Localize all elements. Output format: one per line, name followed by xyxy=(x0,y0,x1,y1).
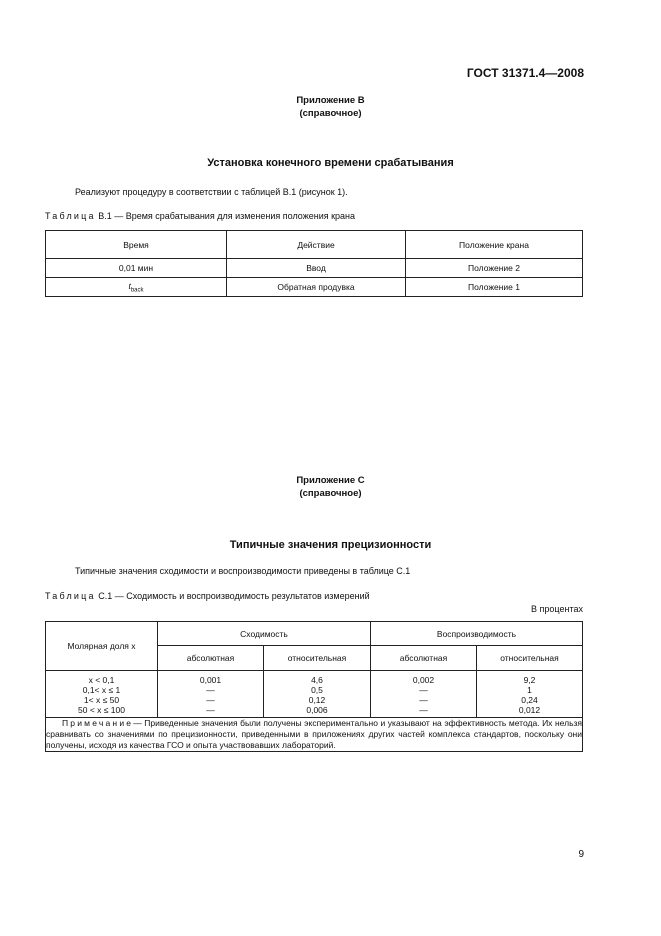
table-c1-caption-text: С.1 — Сходимость и воспроизводимость результатов измерений xyxy=(95,591,370,601)
note-label: Примечание xyxy=(62,718,134,728)
table-b1-caption xyxy=(45,211,355,221)
table-c1 xyxy=(45,621,583,752)
appendix-b-heading: Установка конечного времени срабатывания xyxy=(207,157,454,169)
appendix-b-paragraph: Реализуют процедуру в соответствии с таблицей В.1 (рисунок 1). xyxy=(75,187,348,197)
table-c1-sub-repeat-rel: относительная xyxy=(264,646,371,671)
table-b1-cell-time: 0,01 мин xyxy=(46,259,227,278)
range-cell: 1< x ≤ 50 xyxy=(83,695,120,705)
value-cell: 0,012 xyxy=(518,705,541,715)
value-cell: 0,001 xyxy=(199,675,222,685)
table-b1-cell-action: Обратная продувка xyxy=(227,278,406,297)
table-c1-col-repeat-abs xyxy=(158,671,264,718)
table-c1-note xyxy=(46,718,583,752)
value-cell: 0,006 xyxy=(306,705,328,715)
value-cell: — xyxy=(419,705,428,715)
table-c1-caption-prefix: Таблица xyxy=(45,591,96,601)
table-c1-caption xyxy=(45,591,370,601)
value-cell: 9,2 xyxy=(523,675,536,685)
appendix-c-title: Приложение С xyxy=(296,475,365,486)
range-cell: x < 0,1 xyxy=(88,675,115,685)
table-c1-header-repeatability: Сходимость xyxy=(158,622,371,646)
value-cell: 0,002 xyxy=(412,675,435,685)
table-b1-caption-text: В.1 — Время срабатывания для изменения положения крана xyxy=(95,211,356,221)
table-row xyxy=(46,278,583,297)
value-cell: 4,6 xyxy=(311,675,323,685)
range-cell: 50 < x ≤ 100 xyxy=(78,705,125,715)
time-subscript: back xyxy=(130,287,144,294)
appendix-c-paragraph: Типичные значения сходимости и воспроизводимости приведены в таблице С.1 xyxy=(75,566,411,576)
table-b1-cell-position: Положение 2 xyxy=(406,259,583,278)
table-c1-sub-reprod-abs: абсолютная xyxy=(371,646,477,671)
table-c1-header-reproducibility: Воспроизводимость xyxy=(371,622,583,646)
table-b1 xyxy=(45,230,583,297)
units-note: В процентах xyxy=(531,604,583,614)
table-b1-header-action: Действие xyxy=(227,231,406,259)
document-code: ГОСТ 31371.4—2008 xyxy=(466,66,584,80)
table-c1-col-reprod-abs xyxy=(371,671,477,718)
table-b1-cell-time xyxy=(46,278,227,297)
value-cell: — xyxy=(206,695,215,705)
table-b1-header-time: Время xyxy=(46,231,227,259)
table-c1-sub-reprod-rel: относительная xyxy=(477,646,583,671)
value-cell: — xyxy=(206,685,215,695)
value-cell: 0,12 xyxy=(308,695,326,705)
value-cell: — xyxy=(206,705,215,715)
value-cell: — xyxy=(419,685,428,695)
note-text: — Приведенные значения были получены экспериментально и указывают на эффективность метода. Их нельзя сравнивать со значениями по прецизионности, приведенными в приложениях других частей комплекса стандартов, поскольку они получены, исходя из качества ГСО и опыта участвовавших лабораторий. xyxy=(46,718,582,750)
table-c1-col-ranges xyxy=(46,671,158,718)
value-cell: — xyxy=(419,695,428,705)
page-number: 9 xyxy=(578,849,584,860)
table-c1-sub-repeat-abs: абсолютная xyxy=(158,646,264,671)
table-b1-cell-action: Ввод xyxy=(227,259,406,278)
table-b1-caption-prefix: Таблица xyxy=(45,211,96,221)
table-row xyxy=(46,259,583,278)
range-cell: 0,1< x ≤ 1 xyxy=(82,685,121,695)
value-cell: 0,5 xyxy=(311,685,323,695)
value-cell: 1 xyxy=(527,685,532,695)
time-symbol: t xyxy=(128,280,131,291)
appendix-b-title: Приложение В xyxy=(296,95,365,106)
table-b1-cell-position: Положение 1 xyxy=(406,278,583,297)
table-b1-header-position: Положение крана xyxy=(406,231,583,259)
appendix-b-subtitle: (справочное) xyxy=(299,108,362,119)
table-c1-col-reprod-rel xyxy=(477,671,583,718)
table-c1-col-repeat-rel xyxy=(264,671,371,718)
table-c1-header-molar: Молярная доля x xyxy=(46,622,158,671)
appendix-c-subtitle: (справочное) xyxy=(299,488,362,499)
value-cell: 0,24 xyxy=(521,695,538,705)
appendix-c-heading: Типичные значения прецизионности xyxy=(229,539,432,551)
table-row xyxy=(46,671,583,718)
